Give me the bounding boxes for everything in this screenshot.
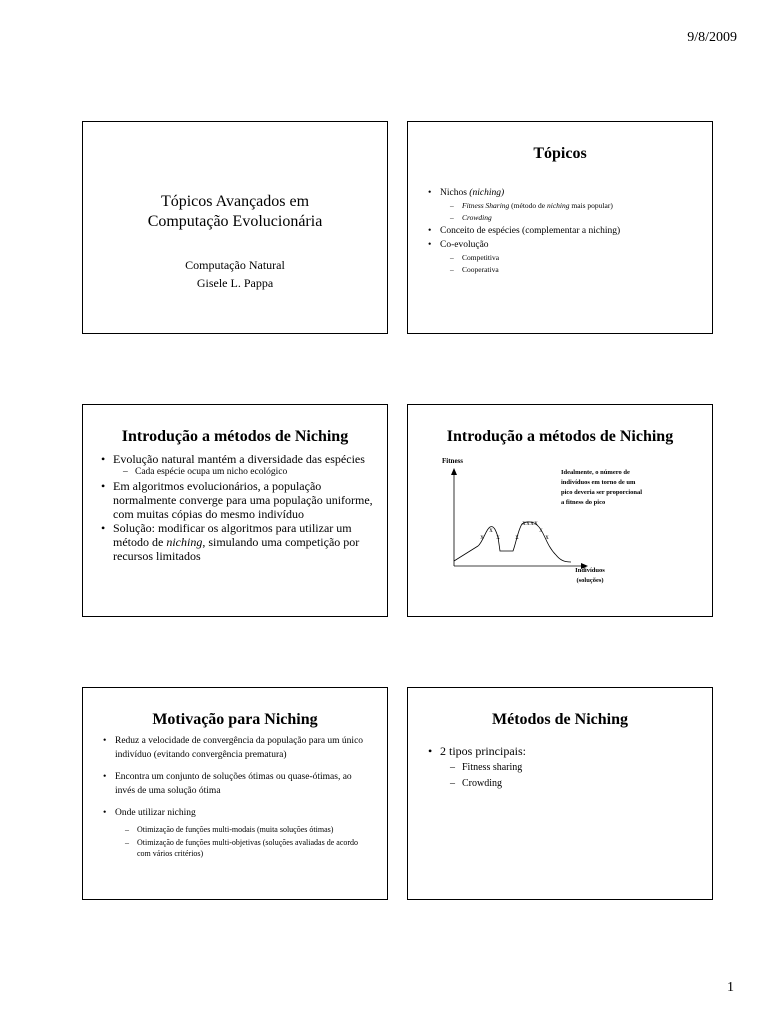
fitness-curve	[454, 522, 571, 562]
slide-2	[407, 121, 713, 334]
individual-marker: x	[526, 519, 530, 527]
bullet-text: , simulando uma competição por recursos limitados	[113, 535, 360, 563]
sub-item: – Otimização de funções multi-modais (muita soluções ótimas)	[115, 824, 365, 835]
annotation-line: Idealmente, o número de	[561, 469, 630, 476]
individual-marker: x	[480, 533, 484, 541]
bullet-text: Co-evolução	[440, 240, 489, 250]
annotation-line: a fitness do pico	[561, 499, 606, 506]
page-date: 9/8/2009	[687, 30, 737, 45]
slide-4-title: Introdução a métodos de Niching	[446, 428, 674, 445]
individual-marker: x	[534, 519, 538, 527]
bullet-text: 2 tipos principais:	[440, 744, 526, 758]
bullet-text: Nichos	[440, 188, 470, 198]
x-axis-label-line: (soluções)	[576, 577, 604, 584]
bullet-item	[428, 186, 702, 224]
individual-markers	[480, 519, 549, 541]
bullet-item	[103, 806, 365, 859]
slide-6-bullets	[428, 743, 702, 792]
sub-item: – Cooperativa	[440, 264, 702, 276]
slide-2-bullets	[428, 186, 702, 276]
sub-emphasis: Crowding	[462, 213, 492, 222]
bullet-item	[101, 521, 373, 563]
sub-emphasis: niching	[547, 201, 570, 210]
individual-marker: x	[522, 519, 526, 527]
title-line: Computação Evolucionária	[147, 213, 323, 230]
annotation-line: indivíduos em torno de um	[561, 479, 636, 486]
individual-marker: x	[489, 526, 493, 534]
fitness-niching-diagram	[408, 405, 712, 616]
individual-marker: x	[496, 533, 500, 541]
slide-1-subtitle	[83, 256, 387, 292]
bullet-item: • Em algoritmos evolucionários, a população normalmente converge para uma população uniforme, com muitas cópias do mesmo indivíduo	[101, 479, 373, 521]
bullet-text: Onde utilizar niching	[115, 808, 196, 818]
x-axis-label	[575, 567, 605, 584]
individual-marker: x	[530, 519, 534, 527]
bullet-emphasis: niching	[166, 535, 203, 549]
bullet-text: Evolução natural mantém a diversidade das espécies	[113, 452, 365, 466]
bullet-item: • Reduz a velocidade de convergência da população para um único indivíduo (evitando convergência prematura)	[103, 734, 365, 762]
slide-5-title: Motivação para Niching	[152, 711, 318, 728]
slide-4	[407, 404, 713, 617]
slide-1-title	[83, 192, 387, 232]
slide-5-bullets	[103, 734, 365, 861]
slide-5	[82, 687, 388, 900]
bullet-item	[101, 452, 373, 479]
x-axis-label-line: Indivíduos	[575, 567, 605, 574]
sub-text: mais popular)	[569, 201, 613, 210]
slide-1	[82, 121, 388, 334]
individual-marker: x	[515, 533, 519, 541]
bullet-item	[428, 224, 702, 238]
sub-text: (método de	[509, 201, 547, 210]
slide-3-title: Introdução a métodos de Niching	[121, 428, 349, 445]
individual-marker: x	[539, 526, 543, 534]
author-name: Gisele L. Pappa	[196, 276, 274, 290]
slide-3-bullets	[101, 452, 373, 563]
bullet-item: • Encontra um conjunto de soluções ótimas ou quase-ótimas, ao invés de uma solução ótima	[103, 770, 365, 798]
bullet-text: Solução: modificar os algoritmos para utilizar um método de	[113, 521, 352, 549]
sub-item: – Otimização de funções multi-objetivas (soluções avaliadas de acordo com vários critérios)	[115, 837, 365, 859]
slide-6-title: Métodos de Niching	[492, 711, 628, 728]
bullet-item	[428, 238, 702, 276]
annotation-line: pico deveria ser proporcional	[561, 489, 643, 496]
bullet-text: Conceito de espécies (complementar a niching)	[440, 226, 621, 236]
bullet-emphasis: (niching)	[469, 188, 505, 198]
y-axis-label: Fitness	[442, 457, 463, 465]
sub-item: – Fitness sharing	[440, 760, 702, 776]
bullet-item	[428, 743, 702, 792]
sub-item: – Cada espécie ocupa um nicho ecológico	[113, 466, 373, 479]
annotation	[561, 469, 642, 506]
individual-marker: x	[545, 533, 549, 541]
sub-item: – Crowding	[440, 776, 702, 792]
sub-item	[440, 200, 702, 212]
sub-item	[440, 212, 702, 224]
title-line: Tópicos Avançados em	[160, 193, 310, 210]
course-name: Computação Natural	[185, 258, 285, 272]
slide-3	[82, 404, 388, 617]
slide-2-title: Tópicos	[533, 145, 587, 162]
sub-item: – Competitiva	[440, 252, 702, 264]
y-axis-arrow	[451, 468, 457, 475]
page-number: 1	[727, 980, 734, 995]
slide-6	[407, 687, 713, 900]
sub-emphasis: Fitness Sharing	[462, 201, 510, 210]
